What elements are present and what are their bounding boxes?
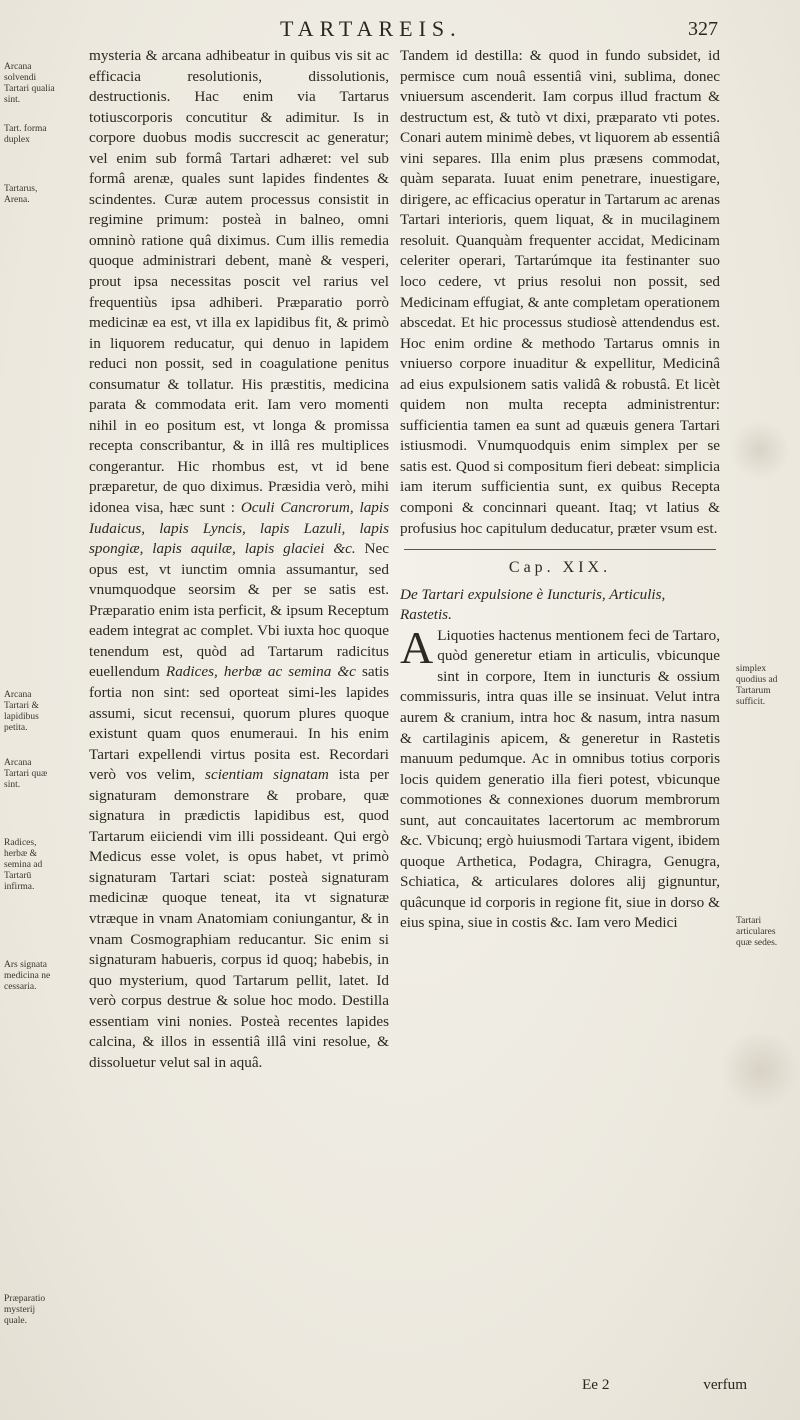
margin-note-left: Radices, herbæ & semina ad Tartarū infirma. (4, 838, 43, 892)
herbs-term: Radices, herbæ ac semina &c (165, 663, 356, 681)
running-title: TARTAREIS. (280, 16, 462, 41)
drop-cap: A (400, 621, 434, 673)
margin-note-right: simplex quodius ad Tartarum sufficit. (736, 664, 778, 707)
section-divider (404, 549, 716, 550)
margin-note-left: Tartarus, Arena. (4, 184, 38, 205)
paragraph-text: mysteria & arcana adhibeatur in quibus vis sit ac efficacia resolutionis, dissolutionis, destructionis. Hac enim via Tartarus totiuscorporis concutitur & adimitur. Is in corpore duobus modis succrescit ac generatur; vel enim sub formâ Tartari adhæret: vel sub formâ arenæ, quales sunt lapides findentes & scindentes. Curæ autem processus consistit in regimine primum: posteà in balneo, omni omninò ratione quâ diximus. Cum illis remedia quoque administrari debent, manè & vesperi, prout ipsa necessitas poscit vel rarius vel frequentiùs ipsa adhiberi. Præparatio porrò medicinæ ea est, vt illa ex lapidibus fit, & primò in liquorem reducatur, qui denuo in lapidem reduci non possit, sed in coagulatione penitus consumatur & tollatur. His præstitis, medicina parata & commodata erit. Iam vero momenti nihil in eo positum est, vt longa & promissa recepta conscribantur, & in illâ res multiplices congerantur. Hic rhombus est, vt id bene præparetur, de quo diximus. Præsidia verò, mihi idonea visa, hæc sunt : (89, 47, 389, 517)
paper-stain (720, 1030, 800, 1110)
margin-note-left: Præparatio mysterij quale. (4, 1294, 46, 1326)
paper-stain (730, 420, 790, 480)
signature-mark: Ee 2 (582, 1376, 610, 1393)
chapter-title: De Tartari expulsione è Iuncturis, Articulis, Rastetis. (400, 585, 666, 624)
margin-note-left: Tart. forma duplex (4, 124, 47, 145)
margin-note-left: Arcana solvendi Tartari qualia sint. (4, 62, 55, 105)
science-term: scientiam signatam (205, 766, 329, 784)
remedies-list: Oculi Cancrorum, lapis Iudaicus, lapis Lyncis, lapis Lazuli, lapis spongiæ, lapis aquilæ, lapis glaciei &c. (89, 499, 390, 558)
paragraph-text: Nec opus est, vt iunctim omnia assumantur, sed vnumquodque seorsim & per se satis est. Præparatio enim ista perficit, & ipsum Receptum eadem integrat ac complet. Vbi iuxta hoc quoque tenendum est, quòd ad Tartarum radicitus euellendum (89, 540, 389, 681)
paragraph-text: satis fortia non sint: sed oporteat simi-les lapides assumi, sicut recensui, quorum plures quoque existunt quam quos enumeraui. In his enim Tartari expellendi virtus posita est. Recordari verò vos velim, (89, 663, 389, 784)
chapter-heading: Cap. XIX. (508, 559, 612, 577)
body-text: Tandem id destilla: & quod in fundo subsidet, id permisce cum nouâ essentiâ vini, sublima, donec vniuersum ascenderit. Iam corpus illud fractum & destructum est, & tutò vt dixi, præparato vti potes. Conari autem minimè debes, vt liquorem ab essentiâ vini separes. Illa enim plus præsens commodat, quàm separata. Iuuat enim penetrare, inuestigare, dirigere, ac efficacius operatur in Tartarum ac arenas Tartari interioris, quem liquat, & in mucilaginem resoluit. Quanquàm frequenter accidat, Medicinam celeriter operari, Tartarúmque ita festinanter suo loco cedere, vt prius resolui non possit, sed Medicinam effugiat, & ante completam operationem abscedat. Et hic processus studiosè attendendus est. Hoc enim ordine & methodo Tartarus omnis in vniuerso corpore inuaditur & expellitur, Medicinâ ad eius expulsionem satis validâ & robustâ. Et licèt quidem non multa recepta administrentur: sufficientia tamen ea sunt ad quæuis genera Tartari istiusmodi. Vnumquodquis enim simplex per se satis est. Quod si compositum fieri debeat: simplicia iam iterum sufficientia sunt, ex quibus Recepta componi & concinnari queant. Itaq; vt latius & profusius hoc capitulum deducatur, præter vsum est. (400, 47, 720, 537)
catchword: verfum (703, 1376, 748, 1393)
paragraph-text: ista per signaturam demonstrare & probare, quæ signatura in prædictis lapidibus est, quod Tartarum eiiciendi vim illi possideant. Qui ergò Medicus esse volet, is opus habet, vt primò signaturam Tartari sciat: posteà signaturam medicinæ quoque teneat, ita vt signaturæ vtræque in vnam Anatomiam coniungantur, & in vnam Cosmographiam reducantur. Sic enim si signaturam habueris, corpus id quoq; habebis, in quo mysterium, quod Tartarum pellit, latet. Id verò corpus destrue & solue hoc modo. Destilla essentiam vini nonies. Posteà recentes lapides calcina, & illos in essentiâ illâ vini resolue, & dissoluetur velut sal in aquâ. (89, 766, 390, 1071)
chapter-body (400, 621, 720, 934)
margin-note-left: Arcana Tartari quæ sint. (4, 758, 48, 790)
body-text (89, 46, 389, 1073)
paragraph-text: Liquoties hactenus mentionem feci de Tartaro, quòd generetur etiam in articulis, vbicunque sint in corpore, Item in iuncturis & ossium commissuris, intra quas ille se insinuat. Velut intra aurem & cranium, intra hoc & nasum, intra nasum & cartilaginis apicem, & generetur in Rastetis manuum pedumque. Ac in omnibus totius corporis locis quidem generatio illa fieri potest, vbicunque commotiones & connexiones duorum membrorum sunt, aut concauitates lacertorum ac membrorum &c. Vbicunq; ergò huiusmodi Tartara vigent, ibidem quoque Arthetica, Podagra, Chiragra, Genugra, Schiatica, & articulares dolores alij gignuntur, quâcunque id corporis in regione fit, siue in dorso & eius spina, siue in costis &c. Iam vero Medici (400, 626, 720, 932)
margin-note-right: Tartari articulares quæ sedes. (736, 916, 778, 948)
catchword-line (582, 1376, 747, 1394)
page-number: 327 (688, 18, 718, 40)
margin-note-left: Arcana Tartari & lapidibus petita. (4, 690, 39, 733)
right-column (400, 46, 720, 934)
margin-note-left: Ars signata medicina ne cessaria. (4, 960, 51, 992)
left-column (89, 46, 389, 1073)
